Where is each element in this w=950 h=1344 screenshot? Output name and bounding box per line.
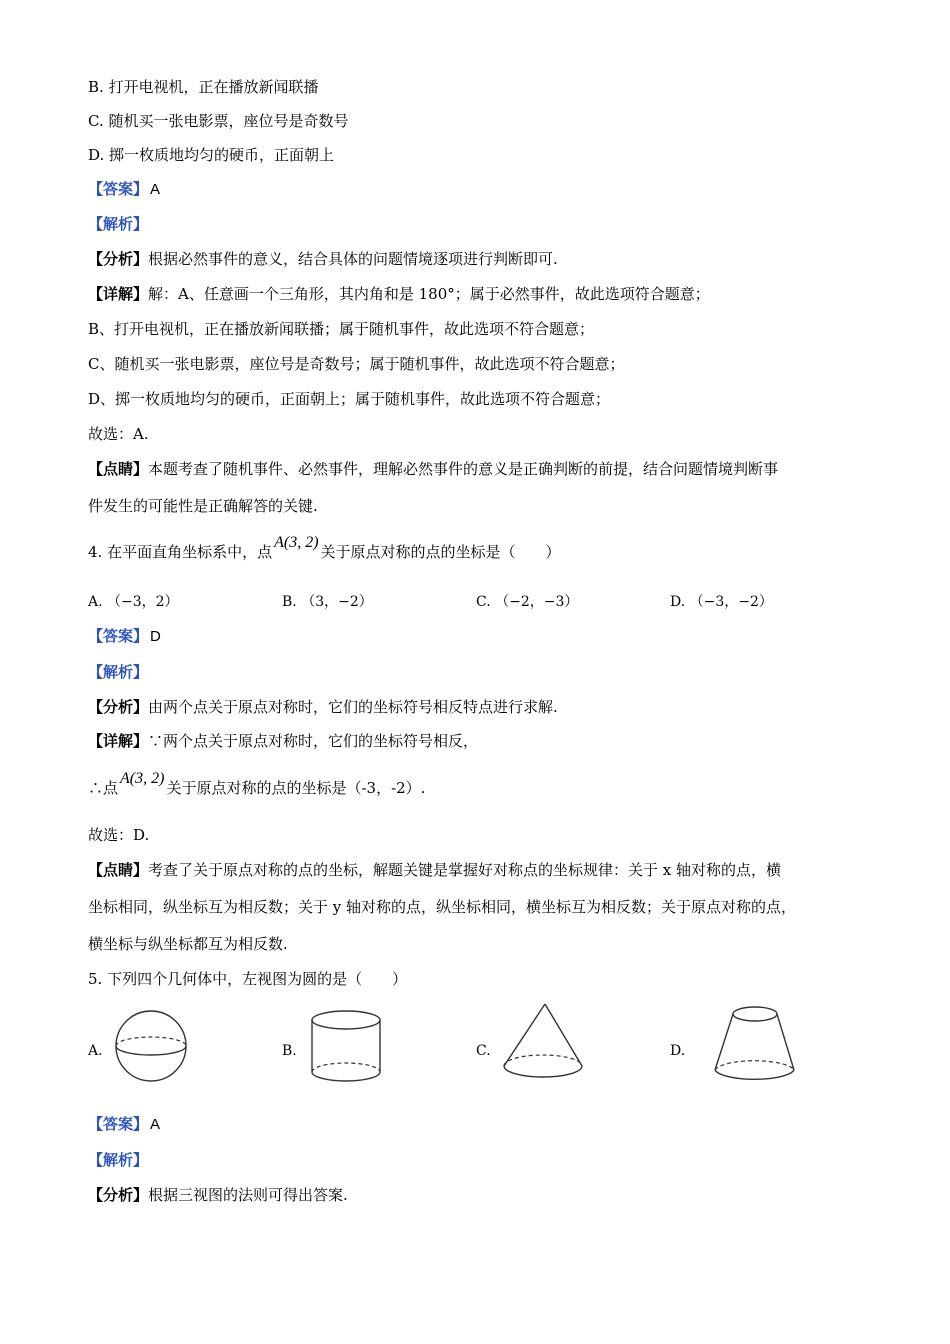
q5-label-c: C.	[476, 1043, 491, 1059]
q4-xiangjie-1	[88, 731, 478, 751]
q4-fenxi	[88, 697, 558, 717]
sphere-figure	[108, 1008, 198, 1090]
q3-option-c: C. 随机买一张电影票，座位号是奇数号	[88, 112, 349, 130]
q3-xiangjie-4: D、掷一枚质地均匀的硬币，正面朝上；属于随机事件，故此选项不符合题意；	[88, 390, 611, 408]
q4-stem	[88, 534, 561, 563]
q4-point-2: A(3, 2)	[120, 770, 165, 787]
frustum-figure	[710, 1000, 800, 1086]
q4-point: A(3, 2)	[274, 534, 319, 551]
q5-stem: 5. 下列四个几何体中，左视图为圆的是（ ）	[88, 970, 408, 988]
q3-option-b: B. 打开电视机，正在播放新闻联播	[88, 78, 319, 96]
q5-answer	[88, 1114, 160, 1135]
dianjing-text: 本题考查了随机事件、必然事件，理解必然事件的意义是正确判断的前提，结合问题情境判断事	[148, 460, 779, 478]
q4-stem-post: 关于原点对称的点的坐标是（ ）	[320, 543, 561, 561]
q4-answer	[88, 626, 161, 647]
q3-guxuan: 故选：A.	[88, 425, 149, 443]
answer-tag: 【答案】	[88, 180, 149, 198]
q4-dianjing-3: 横坐标与纵坐标都互为相反数.	[88, 935, 288, 953]
fenxi-tag: 【分析】	[88, 698, 149, 716]
q5-label-a: A.	[88, 1043, 103, 1059]
q3-xiangjie-1	[88, 284, 710, 304]
q4-xiangjie-2	[88, 770, 426, 799]
xiangjie-text: ∵两个点关于原点对称时，它们的坐标符号相反，	[148, 732, 479, 750]
fenxi-tag: 【分析】	[88, 1186, 149, 1204]
fenxi-text: 根据必然事件的意义，结合具体的问题情境逐项进行判断即可.	[148, 250, 558, 268]
q3-fenxi	[88, 249, 558, 269]
fenxi-tag: 【分析】	[88, 250, 149, 268]
q5-analysis-tag: 【解析】	[88, 1151, 149, 1169]
cone-figure	[500, 1000, 590, 1086]
q5-fenxi	[88, 1185, 348, 1205]
q4-xiangjie-2-post: 关于原点对称的点的坐标是（-3，-2）.	[166, 779, 426, 797]
xiangjie-text: 解：A、任意画一个三角形，其内角和是 180°；属于必然事件，故此选项符合题意；	[148, 285, 710, 303]
dianjing-text: 考查了关于原点对称的点的坐标，解题关键是掌握好对称点的坐标规律：关于 x 轴对称的点，横	[148, 861, 782, 879]
xiangjie-tag: 【详解】	[88, 732, 149, 750]
q3-xiangjie-2: B、打开电视机，正在播放新闻联播；属于随机事件，故此选项不符合题意；	[88, 320, 595, 338]
q4-dianjing-1	[88, 860, 781, 880]
q4-dianjing-2: 坐标相同，纵坐标互为相反数；关于 y 轴对称的点，纵坐标相同，横坐标互为相反数；关于原点对称的点，	[88, 898, 797, 916]
q4-option-a: A. （−3，2）	[88, 594, 179, 610]
q4-stem-pre: 4. 在平面直角坐标系中，点	[88, 543, 273, 561]
answer-tag: 【答案】	[88, 627, 149, 645]
cylinder-figure	[308, 1008, 388, 1090]
xiangjie-tag: 【详解】	[88, 285, 149, 303]
dianjing-tag: 【点睛】	[88, 460, 149, 478]
q3-dianjing-1	[88, 459, 778, 479]
q4-option-b: B. （3，−2）	[282, 594, 373, 610]
fenxi-text: 由两个点关于原点对称时，它们的坐标符号相反特点进行求解.	[148, 698, 558, 716]
q4-guxuan: 故选：D.	[88, 826, 150, 844]
q4-option-d: D. （−3，−2）	[670, 594, 773, 610]
q4-option-c: C. （−2，−3）	[476, 594, 579, 610]
q3-analysis-tag: 【解析】	[88, 215, 149, 233]
answer-tag: 【答案】	[88, 1115, 149, 1133]
answer-value: A	[150, 181, 161, 198]
q4-xiangjie-2-pre: ∴点	[88, 779, 119, 797]
q5-label-b: B.	[282, 1043, 297, 1059]
answer-value: A	[150, 1116, 161, 1133]
answer-value: D	[150, 628, 161, 645]
q3-xiangjie-3: C、随机买一张电影票，座位号是奇数号；属于随机事件，故此选项不符合题意；	[88, 355, 625, 373]
q4-analysis-tag: 【解析】	[88, 663, 149, 681]
fenxi-text: 根据三视图的法则可得出答案.	[148, 1186, 348, 1204]
q5-label-d: D.	[670, 1043, 686, 1059]
dianjing-tag: 【点睛】	[88, 861, 149, 879]
q3-answer	[88, 179, 160, 200]
q3-option-d: D. 掷一枚质地均匀的硬币，正面朝上	[88, 146, 335, 164]
q3-dianjing-2: 件发生的可能性是正确解答的关键.	[88, 497, 318, 515]
